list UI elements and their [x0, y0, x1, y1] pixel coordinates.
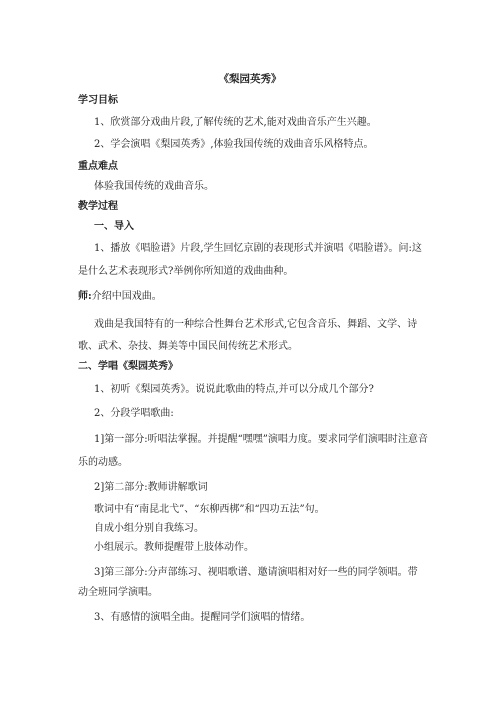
paragraph-line: 乐的动感。 — [78, 457, 128, 468]
paragraph-line: 歌、武术、杂技、舞美等中国民间传统艺术形式。 — [78, 341, 298, 352]
paragraph-line: 1]第一部分:听唱法掌握。并提醒“嘿嘿”演唱力度。要求同学们演唱时注意音 — [94, 434, 428, 445]
teacher-line — [78, 290, 430, 304]
teacher-text: 介绍中国戏曲。 — [91, 291, 162, 302]
document-title: 《梨园英秀》 — [218, 73, 282, 85]
paragraph-line: 戏曲是我国特有的一种综合性舞台艺术形式,它包含音乐、舞蹈、文学、诗 — [94, 319, 418, 330]
teacher-label: 师: — [78, 291, 92, 302]
paragraph-line: 3]第三部分:分声部练习、视唱歌谱、邀请演唱相对好一些的同学领唱。带 — [94, 567, 418, 578]
paragraph-line: 小组展示。教师提醒带上肢体动作。 — [94, 542, 254, 553]
list-item: 3、有感情的演唱全曲。提醒同学们演唱的情绪。 — [94, 612, 311, 623]
paragraph-line: 动全班同学演唱。 — [78, 587, 158, 598]
goal-item: 1、欣赏部分戏曲片段,了解传统的艺术,能对戏曲音乐产生兴趣。 — [94, 117, 377, 128]
section-heading-goals: 学习目标 — [78, 95, 118, 106]
step-title: 一、导入 — [94, 221, 134, 232]
section-heading-key: 重点难点 — [78, 161, 118, 172]
list-item: 2、分段学唱歌曲: — [94, 408, 174, 419]
paragraph-line: 歌词中有“南昆北弋”、“东柳西梆”和“四功五法”句。 — [94, 504, 325, 515]
list-item: 1、初听《梨园英秀》。说说此歌曲的特点,并可以分成几个部分? — [94, 384, 374, 395]
paragraph-line: 1、播放《唱脸谱》片段,学生回忆京剧的表现形式并演唱《唱脸谱》。问:这 — [94, 243, 422, 254]
key-text: 体验我国传统的戏曲音乐。 — [94, 181, 214, 192]
goal-item: 2、学会演唱《梨园英秀》,体验我国传统的戏曲音乐风格特点。 — [94, 139, 374, 150]
paragraph-line: 是什么艺术表现形式?举例你所知道的戏曲曲种。 — [78, 266, 294, 277]
section-heading-process: 教学过程 — [78, 201, 118, 212]
step-title: 二、学唱《梨园英秀》 — [78, 361, 178, 372]
paragraph-line: 2]第二部分:教师讲解歌词 — [94, 482, 208, 493]
paragraph-line: 自成小组分别自我练习。 — [94, 523, 204, 534]
